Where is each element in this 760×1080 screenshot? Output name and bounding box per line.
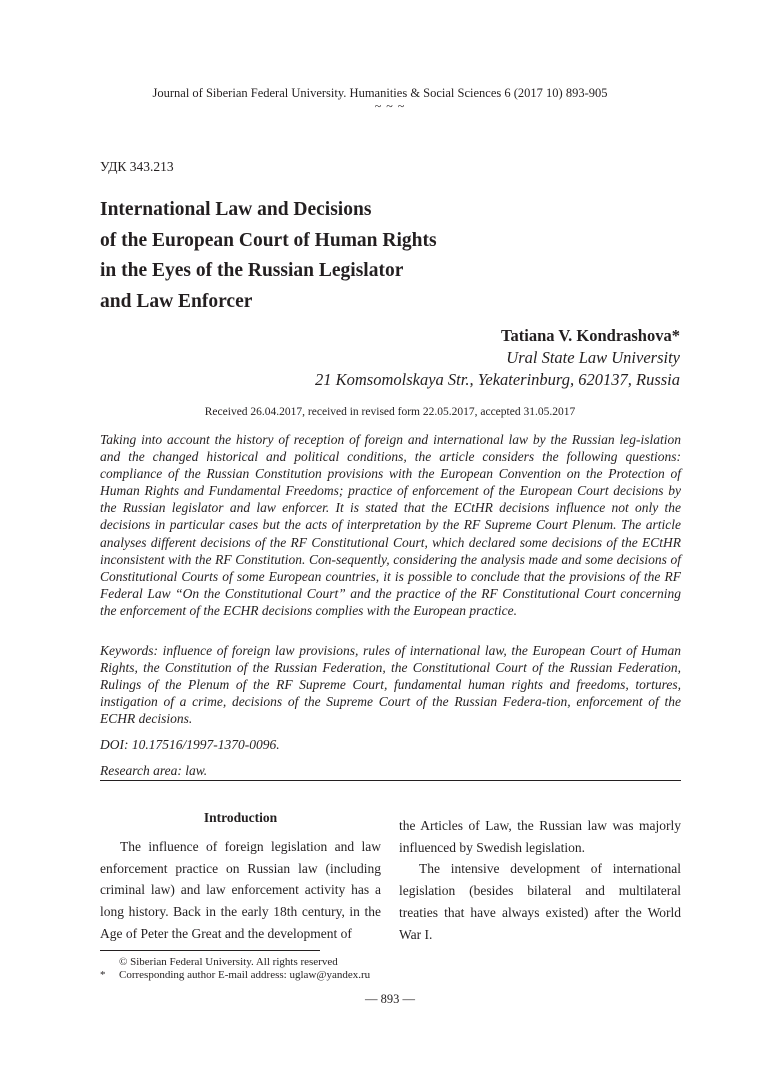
header-separator: ~ ~ ~ <box>374 99 406 113</box>
author-affiliation: Ural State Law University <box>506 347 680 367</box>
author-name: Tatiana V. Kondrashova* <box>501 326 680 345</box>
corresponding-author-footnote: Corresponding author E-mail address: uglaw@yandex.ru <box>119 969 371 981</box>
footnote-asterisk: * <box>100 969 106 981</box>
title-line: of the European Court of Human Rights <box>100 229 437 251</box>
introduction-paragraph-2: The intensive development of international legislation (besides bilateral and multilateral treaties that have always existed) after the World War I. <box>399 861 681 942</box>
page-number: — 893 — <box>365 992 415 1006</box>
footnote-divider <box>100 950 320 951</box>
abstract: Taking into account the history of reception of foreign and international law by the Russian leg-islation and the changed historical and political conditions, the article considers the following questions: compliance of the Russian Constitution provisions with the European Convention on the Protection of Human Rights and Fundamental Freedoms; practice of enforcement of the European Court decisions by the Russian legislator and law enforcer. It is stated that the ECtHR decisions influence not only the decisions in particular cases but the acts of interpretation by the RF Supreme Court Plenum. The article analyses different decisions of the RF Constitutional Court, which declared some decisions of the ECtHR inconsistent with the RF Constitution. Con-sequently, considering the analysis made and some decisions of Constitutional Courts of some European countries, it is possible to conclude that the provisions of the RF Federal Law “On the Constitutional Court” and the practice of the RF Constitutional Court concerning the enforcement of the ECHR decisions complies with the European practice. <box>100 432 681 618</box>
left-column <box>100 809 381 945</box>
introduction-heading: Introduction <box>203 810 278 825</box>
introduction-paragraph: The influence of foreign legislation and law enforcement practice on Russian law (including criminal law) and law enforcement activity has a long history. Back in the early 18th century, in the Age of Peter the Great and the development of <box>100 839 381 941</box>
keywords: Keywords: influence of foreign law provisions, rules of international law, the European Court of Human Rights, the Constitution of the Russian Federation, the Constitutional Court of the Russian Federation, Rulings of the Plenum of the RF Supreme Court, fundamental human rights and freedoms, tortures, instigation of a crime, decisions of the Supreme Court of the Russian Federa-tion, enforcement of the ECHR decisions. <box>100 643 681 727</box>
introduction-continuation: the Articles of Law, the Russian law was majorly influenced by Swedish legislation. <box>399 818 681 855</box>
title-line: in the Eyes of the Russian Legislator <box>100 260 404 281</box>
author-block <box>315 325 680 391</box>
journal-header: Journal of Siberian Federal University. Humanities & Social Sciences 6 (2017 10) 893-905 <box>152 86 608 100</box>
udk-code: УДК 343.213 <box>100 159 174 174</box>
author-address: 21 Komsomolskaya Str., Yekaterinburg, 620137, Russia <box>315 369 680 389</box>
copyright-footnote: © Siberian Federal University. All rights reserved <box>119 956 338 968</box>
received-dates: Received 26.04.2017, received in revised form 22.05.2017, accepted 31.05.2017 <box>204 406 576 418</box>
section-divider <box>100 780 681 781</box>
article-title <box>100 195 540 317</box>
title-line: International Law and Decisions <box>100 199 372 220</box>
research-area: Research area: law. <box>100 763 208 778</box>
right-column <box>399 815 681 945</box>
title-line: and Law Enforcer <box>100 290 253 312</box>
doi: DOI: 10.17516/1997-1370-0096. <box>100 737 280 752</box>
